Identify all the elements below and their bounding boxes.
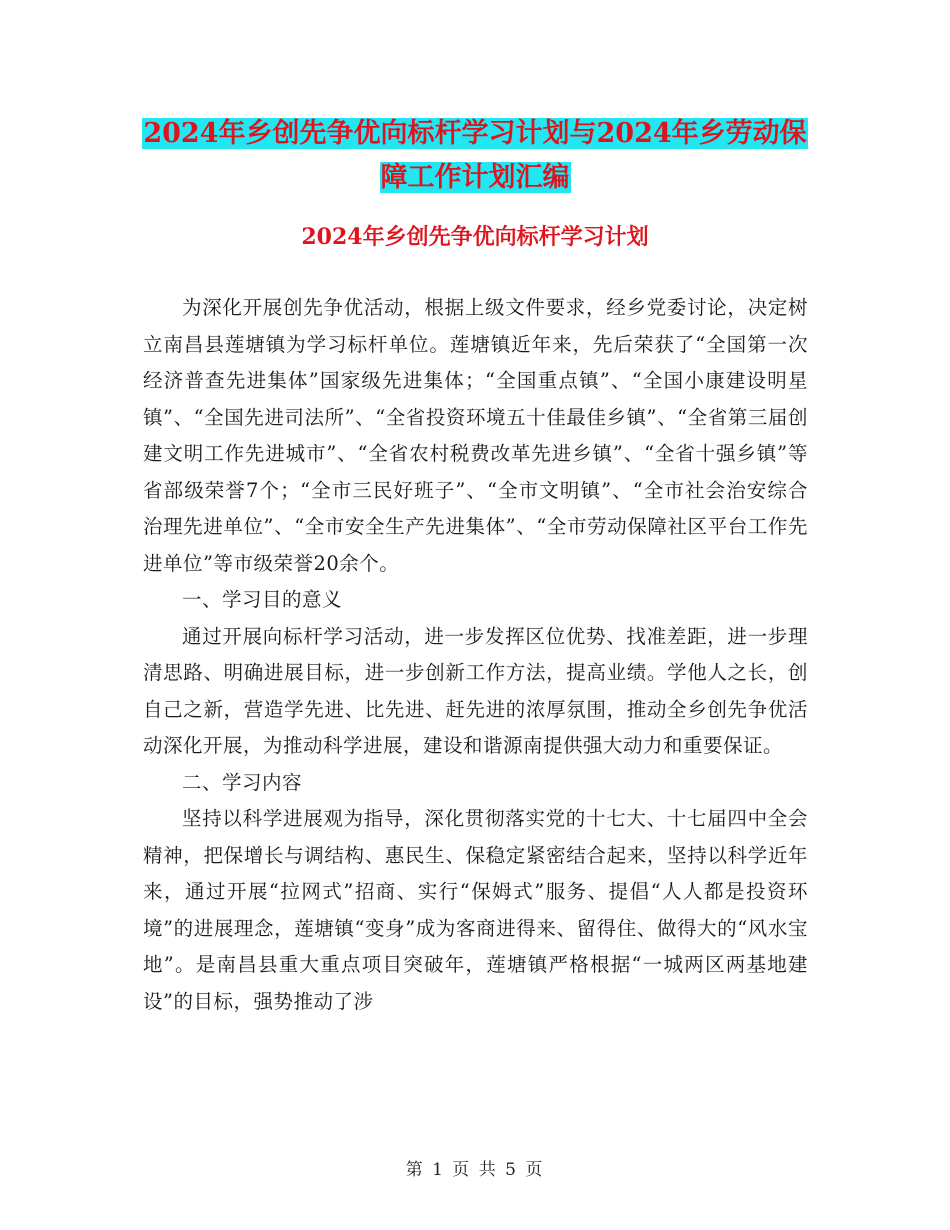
document-title [140, 112, 810, 200]
page-number-footer: 第 1 页 共 5 页 [405, 1160, 545, 1180]
heading-purpose: 一、学习目的意义 [182, 588, 343, 611]
document-title-line-2: 障工作计划汇编 [380, 162, 570, 193]
paragraph-intro: 为深化开展创先争优活动，根据上级文件要求，经乡党委讨论，决定树立南昌县莲塘镇为学习标杆单位。莲塘镇近年来，先后荣获了“全国第一次经济普查先进集体”国家级先进集体；“全国重点镇”、“全国小康建设明星镇”、“全国先进司法所”、“全省投资环境五十佳最佳乡镇”、“全省第三届创建文明工作先进城市”、“全省农村税费改革先进乡镇”、“全省十强乡镇”等省部级荣誉7个；“全市三民好班子”、“全市文明镇”、“全市社会治安综合治理先进单位”、“全市安全生产先进集体”、“全市劳动保障社区平台工作先进单位”等市级荣誉20余个。 [143, 296, 808, 575]
paragraph-purpose: 通过开展向标杆学习活动，进一步发挥区位优势、找准差距，进一步理清思路、明确进展目标，进一步创新工作方法，提高业绩。学他人之长，创自己之新，营造学先进、比先进、赶先进的浓厚氛围，推动全乡创先争优活动深化开展，为推动科学进展，建设和谐源南提供强大动力和重要保证。 [143, 624, 808, 757]
heading-content: 二、学习内容 [182, 770, 303, 794]
section-title: 2024年乡创先争优向标杆学习计划 [301, 224, 649, 250]
paragraph-content: 坚持以科学进展观为指导，深化贯彻落实党的十七大、十七届四中全会精神，把保增长与调结构、惠民生、保稳定紧密结合起来，坚持以科学近年来，通过开展“拉网式”招商、实行“保姆式”服务、提倡“人人都是投资环境”的进展理念，莲塘镇“变身”成为客商进得来、留得住、做得大的“风水宝地”。是南昌县重大重点项目突破年，莲塘镇严格根据“一城两区两基地建设”的目标，强势推动了涉 [143, 807, 808, 1013]
document-body [143, 290, 808, 1020]
document-title-line-1: 2024年乡创先争优向标杆学习计划与2024年乡劳动保 [143, 118, 807, 149]
